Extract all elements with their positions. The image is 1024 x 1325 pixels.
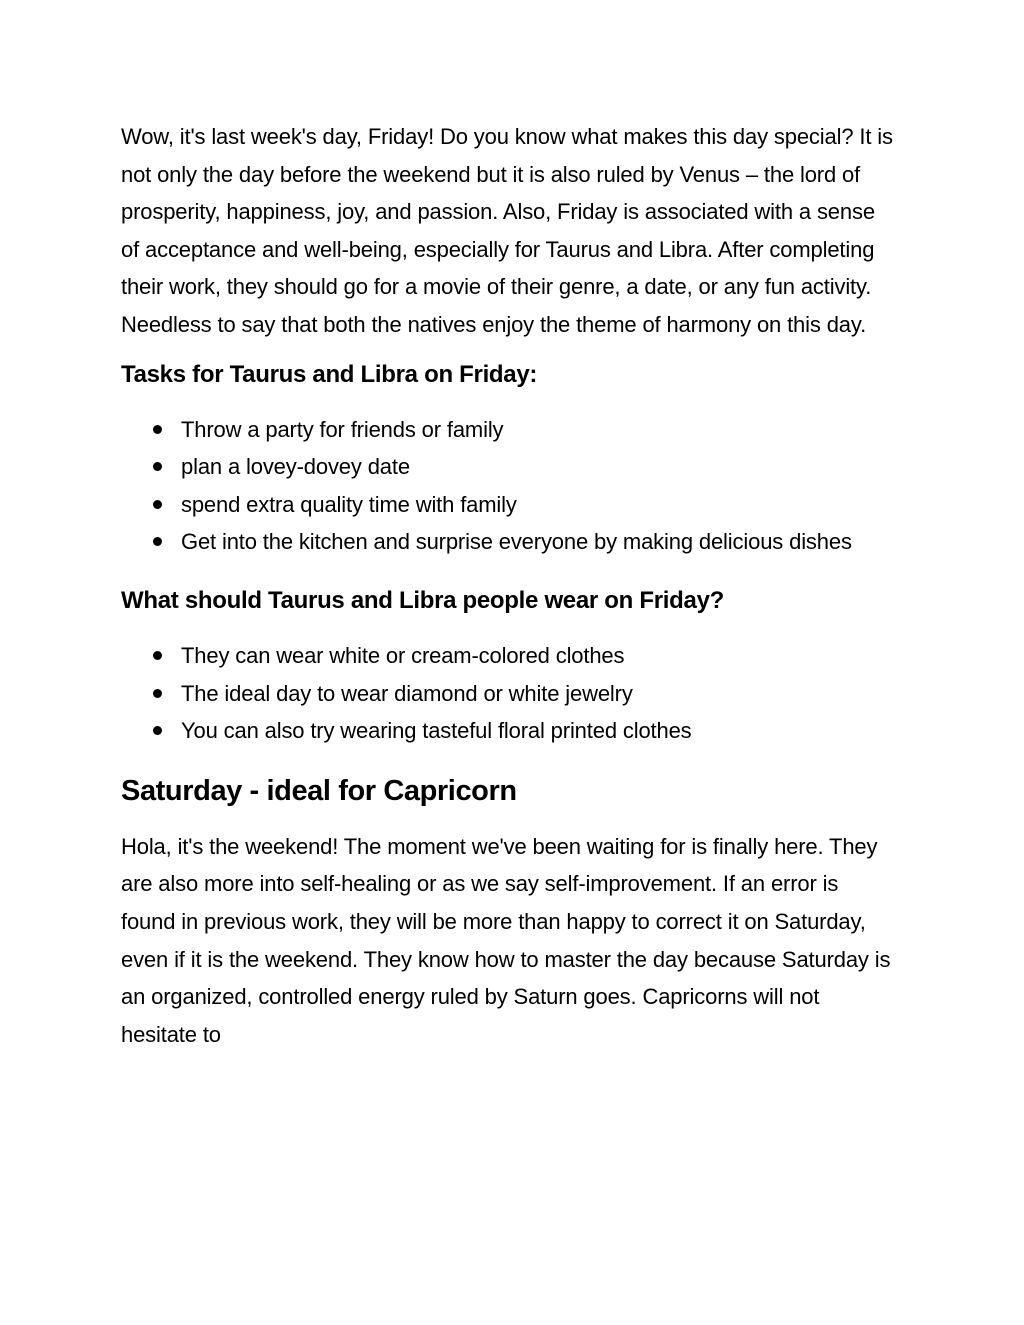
list-item-text: spend extra quality time with family	[181, 491, 517, 517]
bullet-icon	[153, 462, 162, 471]
tasks-list	[121, 411, 896, 561]
list-item	[121, 411, 896, 449]
bullet-icon	[153, 500, 162, 509]
intro-paragraph: Wow, it's last week's day, Friday! Do you know what makes this day special? It is not only the day before the weekend but it is also ruled by Venus – the lord of prosperity, happiness, joy, and passion. Also, Friday is associated with a sense of acceptance and well-being, especially for Taurus and Libra. After completing their work, they should go for a movie of their genre, a date, or any fun activity. Needless to say that both the natives enjoy the theme of harmony on this day.	[121, 124, 893, 337]
tasks-heading: Tasks for Taurus and Libra on Friday:	[121, 360, 538, 388]
bullet-icon	[153, 425, 162, 434]
list-item-text: Get into the kitchen and surprise everyone by making delicious dishes	[181, 529, 852, 555]
bullet-icon	[153, 726, 162, 735]
wear-heading: What should Taurus and Libra people wear on Friday?	[121, 586, 724, 614]
wear-list	[121, 637, 896, 750]
list-item-text: You can also try wearing tasteful floral printed clothes	[181, 718, 692, 744]
list-item-text: They can wear white or cream-colored clothes	[181, 642, 625, 668]
bullet-icon	[153, 689, 162, 698]
saturday-paragraph: Hola, it's the weekend! The moment we've been waiting for is finally here. They are also more into self-healing or as we say self-improvement. If an error is found in previous work, they will be more than happy to correct it on Saturday, even if it is the weekend. They know how to master the day because Saturday is an organized, controlled energy ruled by Saturn goes. Capricorns will not hesitate to	[121, 833, 891, 1047]
list-item	[121, 486, 896, 524]
list-item-text: plan a lovey-dovey date	[181, 454, 410, 480]
list-item-text: Throw a party for friends or family	[181, 416, 504, 442]
bullet-icon	[153, 651, 162, 660]
list-item	[121, 637, 896, 675]
list-item	[121, 675, 896, 713]
document-page	[121, 118, 896, 1053]
list-item	[121, 523, 896, 561]
list-item	[121, 448, 896, 486]
saturday-heading: Saturday - ideal for Capricorn	[121, 774, 517, 807]
bullet-icon	[153, 537, 162, 546]
list-item	[121, 712, 896, 750]
list-item-text: The ideal day to wear diamond or white jewelry	[181, 680, 633, 706]
